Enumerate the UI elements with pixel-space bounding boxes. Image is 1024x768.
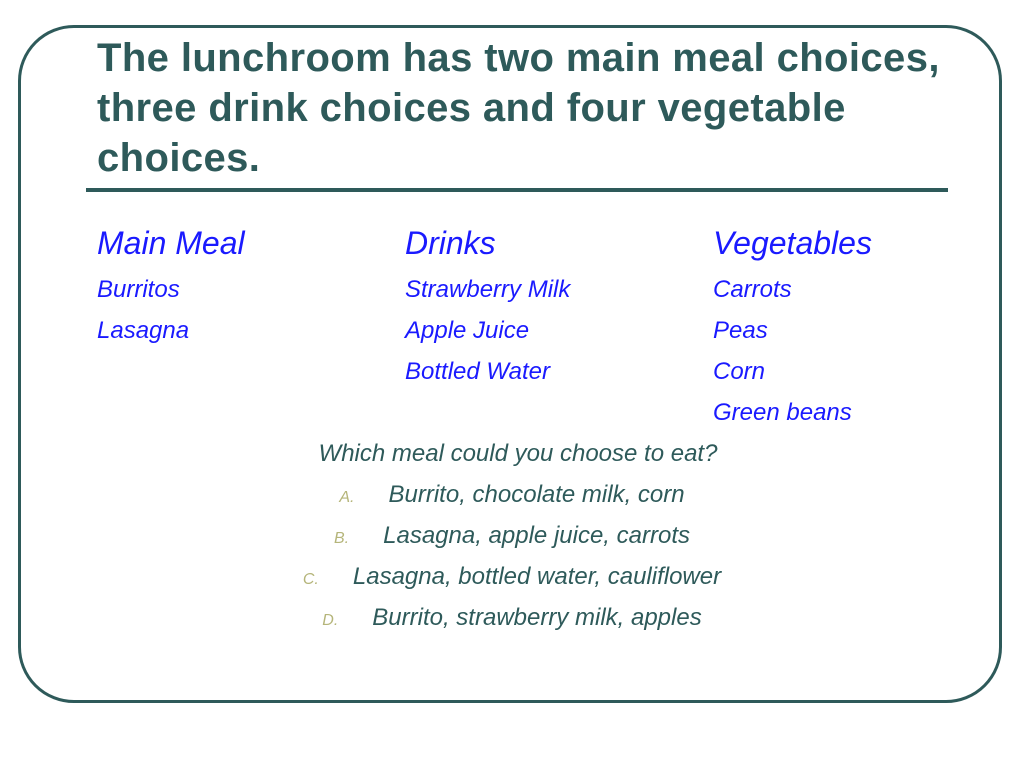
vegetables-item: Corn [713,358,766,385]
answer-option-a [0,477,1024,518]
drinks-item: Bottled Water [405,358,550,385]
option-letter: B. [334,530,350,547]
answer-options-list [0,477,1024,641]
drinks-heading: Drinks [405,225,496,261]
main-meal-item: Burritos [97,276,180,303]
title-divider [86,188,948,192]
vegetables-item: Green beans [713,399,852,426]
option-text: Burrito, strawberry milk, apples [372,604,702,631]
option-letter: D. [322,612,339,629]
drinks-item: Strawberry Milk [405,276,571,303]
option-letter: C. [302,571,319,588]
option-text: Lasagna, bottled water, cauliflower [352,563,722,590]
question-text: Which meal could you choose to eat? [318,440,718,467]
slide-title: The lunchroom has two main meal choices, three drink choices and four vegetable choices. [97,36,940,180]
main-meal-column [97,222,245,351]
option-text: Lasagna, apple juice, carrots [383,522,690,549]
main-meal-item: Lasagna [97,317,190,344]
vegetables-column [713,222,872,433]
drinks-item: Apple Juice [405,317,530,344]
vegetables-item: Peas [713,317,768,344]
vegetables-heading: Vegetables [713,225,872,261]
option-text: Burrito, chocolate milk, corn [388,481,685,508]
answer-option-d [0,600,1024,641]
option-letter: A. [339,489,355,506]
answer-option-b [0,518,1024,559]
drinks-column [405,222,570,392]
vegetables-item: Carrots [713,276,792,303]
answer-option-c [0,559,1024,600]
main-meal-heading: Main Meal [97,225,245,261]
